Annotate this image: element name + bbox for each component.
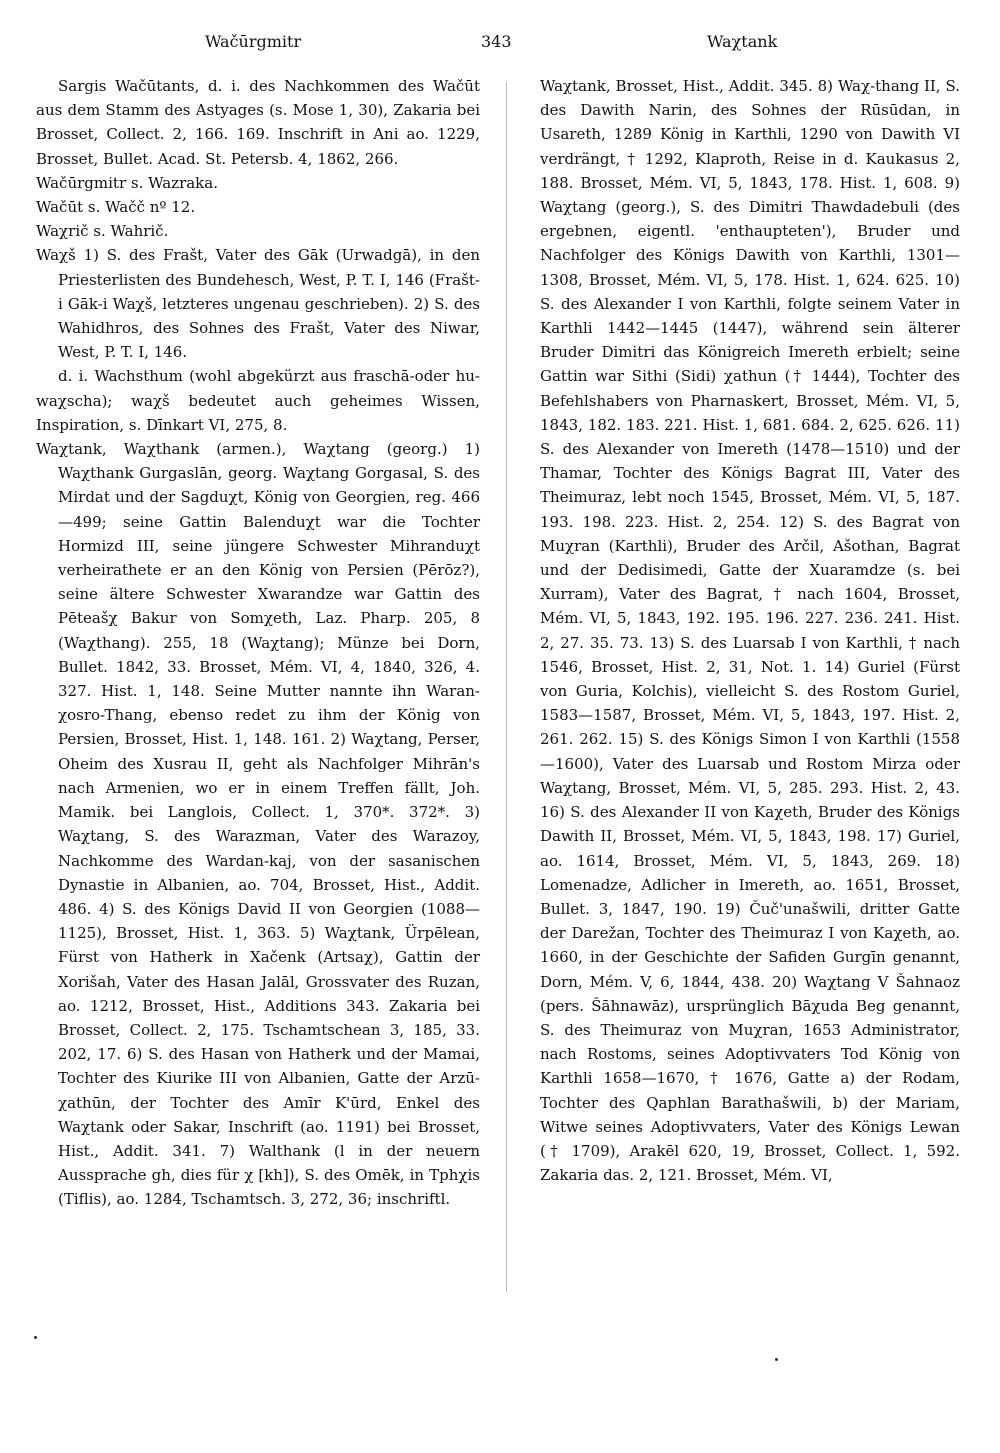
- entry-paragraph: Waχtank, Brosset, Hist., Addit. 345. 8) Waχ-thang II, S. des Dawith Narin, des Sohnes der Rūsūdan, in Usareth, 1289 König in Karthli, 1290 von Dawith VI verdrängt, † 1292, Klaproth, Reise in d. Kaukasus 2, 188. Brosset, Mém. VI, 5, 1843, 178. Hist. 1, 608. 9) Waχtang (georg.), S. des Dimitri Thawdadebuli (des ergebnen, eigentl. 'enthaupteten'), Bruder und Nachfolger des Königs Dawith von Karthli, 1301—1308, Brosset, Mém. VI, 5, 178. Hist. 1, 624. 625. 10) S. des Alexander I von Karthli, folgte seinem Vater in Karthli 1442—1445 (1447), während sein älterer Bruder Dimitri das Königreich Imereth erbielt; seine Gattin war Sithi (Sidi) χathun († 1444), Tochter des Befehlshabers von Pharnaskert, Brosset, Mém. VI, 5, 1843, 182. 183. 221. Hist. 1, 681. 684. 2, 625. 626. 11) S. des Alexander von Imereth (1478—1510) und der Thamar, Tochter des Königs Bagrat III, Vater des Theimuraz, lebt noch 1545, Brosset, Mém. VI, 5, 187. 193. 198. 223. Hist. 2, 254. 12) S. des Bagrat von Muχran (Karthli), Bruder des Arčil, Ašothan, Bagrat und der Dedisimedi, Gatte der Xuaramdze (s. bei Xurram), Vater des Bagrat, † nach 1604, Brosset, Mém. VI, 5, 1843, 192. 195. 196. 227. 236. 241. Hist. 2, 27. 35. 73. 13) S. des Luarsab I von Karthli, † nach 1546, Brosset, Hist. 2, 31, Not. 1. 14) Guriel (Fürst von Guria, Kolchis), vielleicht S. des Rostom Guriel, 1583—1587, Brosset, Mém. VI, 5, 1843, 197. Hist. 2, 261. 262. 15) S. des Königs Simon I von Karthli (1558—1600), Vater des Luarsab und Rostom Mirza oder Waχtang, Brosset, Mém. VI, 5, 285. 293. Hist. 2, 43. 16) S. des Alexander II von Kaχeth, Bruder des Königs Dawith II, Brosset, Mém. VI, 5, 1843, 198. 17) Guriel, ao. 1614, Brosset, Mém. VI, 5, 1843, 269. 18) Lomenadze, Adlicher in Imereth, ao. 1651, Brosset, Bullet. 3, 1847, 190. 19) Čuč'unašwili, dritter Gatte der Darežan, Tochter des Theimuraz I von Kaχeth, ao. 1660, in der Geschichte der Safiden Gurgīn genannt, Dorn, Mém. V, 6, 1844, 438. 20) Waχtang V Šahnaoz (pers. Šāhnawāz), ursprünglich Bāχuda Beg genannt, S. des Theimuraz von Muχran, 1653 Administrator, nach Rostoms, seines Adoptivvaters Tod König von Karthli 1658—1670, † 1676, Gatte a) der Rodam, Tochter des Qaphlan Barathašwili, b) der Mariam, Witwe seines Adoptivvaters, Vater des Königs Lewan († 1709), Arakēl 620, 19, Brosset, Collect. 1, 592. Zakaria das. 2, 121. Brosset, Mém. VI,: [540, 77, 960, 1185]
- header-right-catchword: Waχtank: [707, 32, 778, 51]
- left-column: [36, 74, 480, 1212]
- entry-paragraph: Waχrič s. Wahrič.: [36, 222, 169, 241]
- column-divider: [506, 82, 507, 1292]
- entry-paragraph: d. i. Wachsthum (wohl abgekürzt aus fraschā-oder hu-waχscha); waχš bedeutet auch geheimes Wissen, Inspiration, s. Dīnkart VI, 275, 8.: [36, 367, 480, 434]
- entry-paragraph: Wačūrgmitr s. Wazraka.: [36, 173, 218, 192]
- running-header: [0, 32, 1000, 60]
- header-left-catchword: Wačūrgmitr: [205, 32, 302, 51]
- page-number: 343: [481, 32, 512, 51]
- speck-mark: [34, 1336, 37, 1339]
- entry-paragraph: Wačūt s. Wačč nº 12.: [36, 198, 196, 217]
- entry-paragraph: Sargis Wačūtants, d. i. des Nachkommen des Wačūt aus dem Stamm des Astyages (s. Mose 1, 30), Zakaria bei Brosset, Collect. 2, 166. 169. Inschrift in Ani ao. 1229, Brosset, Bullet. Acad. St. Petersb. 4, 1862, 266.: [36, 77, 480, 168]
- entry-paragraph: Waχš 1) S. des Frašt, Vater des Gāk (Urwadgā), in den Priesterlisten des Bundehesch, West, P. T. I, 146 (Frašt-i Gāk-i Waχš, letzteres ungenau geschrieben). 2) S. des Wahidhros, des Sohnes des Frašt, Vater des Niwar, West, P. T. I, 146.: [36, 246, 480, 362]
- entry-paragraph: Waχtank, Waχthank (armen.), Waχtang (georg.) 1) Waχthank Gurgaslān, georg. Waχtang Gorgasal, S. des Mirdat und der Sagduχt, König von Georgien, reg. 466—499; seine Gattin Balenduχt war die Tochter Hormizd III, seine jüngere Schwester Mihranduχt verheirathete er an den König von Persien (Pērōz?), seine ältere Schwester Xwarandze war Gattin des Pēteašχ Bakur von Somχeth, Laz. Pharp. 205, 8 (Waχthang). 255, 18 (Waχtang); Münze bei Dorn, Bullet. 1842, 33. Brosset, Mém. VI, 4, 1840, 326, 4. 327. Hist. 1, 148. Seine Mutter nannte ihn Waran-χosro-Thang, ebenso redet zu ihm der König von Persien, Brosset, Hist. 1, 148. 161. 2) Waχtang, Perser, Oheim des Xusrau II, geht als Nachfolger Mihrān's nach Armenien, wo er in einem Treffen fällt, Joh. Mamik. bei Langlois, Collect. 1, 370*. 372*. 3) Waχtang, S. des Warazman, Vater des Warazoy, Nachkomme des Wardan-kaj, von der sasanischen Dynastie in Albanien, ao. 704, Brosset, Hist., Addit. 486. 4) S. des Königs David II von Georgien (1088—1125), Brosset, Hist. 1, 363. 5) Waχtank, Ürpēlean, Fürst von Hatherk in Xačenk (Artsaχ), Gattin der Xorišah, Vater des Hasan Jalāl, Grossvater des Ruzan, ao. 1212, Brosset, Hist., Additions 343. Zakaria bei Brosset, Collect. 2, 175. Tschamtschean 3, 185, 33. 202, 17. 6) S. des Hasan von Hatherk und der Mamai, Tochter des Kiurike III von Albanien, Gatte der Arzū-χathūn, der Tochter des Amīr K'ūrd, Enkel des Waχtank oder Sakar, Inschrift (ao. 1191) bei Brosset, Hist., Addit. 341. 7) Walthank (l in der neuern Aussprache gh, dies für χ [kh]), S. des Omēk, in Tphχis (Tiflis), ao. 1284, Tschamtsch. 3, 272, 36; inschriftl.: [36, 440, 480, 1209]
- speck-mark: [775, 1358, 778, 1361]
- right-column: [540, 74, 960, 1187]
